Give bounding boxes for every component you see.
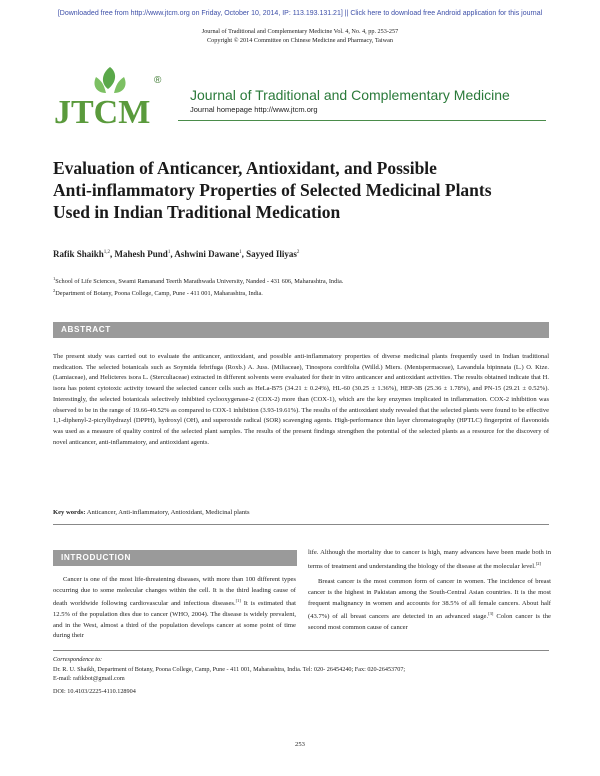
abstract-heading: ABSTRACT: [53, 322, 549, 338]
keywords-label: Key words:: [53, 509, 86, 516]
paragraph: [308, 548, 551, 572]
keywords-text: Anticancer, Anti-inflammatory, Antioxidant, Medicinal plants: [86, 509, 250, 516]
paragraph-text: Cancer is one of the most life-threatening diseases, with more than 100 different types occurring due to some molecular changes within the cell. It is the third leading cause of death worldwide following cardiovascular and infectious diseases.: [53, 576, 296, 608]
paragraph-text: Colon cancer is the second most common cause of cancer: [308, 613, 551, 631]
keywords: [53, 509, 549, 516]
journal-copyright: Copyright © 2014 Committee on Chinese Medicine and Pharmacy, Taiwan: [207, 37, 393, 44]
author-sup: 1,2: [103, 250, 111, 255]
journal-homepage-link[interactable]: Journal homepage http://www.jtcm.org: [190, 105, 318, 114]
leaf-icon: [114, 77, 126, 93]
divider: [53, 524, 549, 525]
title-line: Used in Indian Traditional Medication: [53, 202, 341, 222]
correspondence-heading: Correspondence to:: [53, 656, 103, 663]
affiliation-sup: 1: [53, 276, 56, 281]
jtcm-logo-icon: [50, 63, 170, 129]
header-divider: [178, 120, 546, 121]
registered-mark: ®: [154, 75, 162, 86]
affiliation-text: Department of Botany, Poona College, Camp, Pune - 411 001, Maharashtra, India.: [55, 290, 263, 298]
left-column: [53, 575, 296, 642]
affiliation: [53, 276, 343, 285]
author-sup: 1: [239, 250, 242, 255]
right-column: [308, 548, 551, 634]
logo-letters: JTCM: [54, 94, 151, 129]
affiliation: [53, 288, 263, 297]
affiliation-sup: 2: [53, 288, 56, 293]
footnote-divider: [53, 650, 549, 651]
abstract-body: The present study was carried out to evaluate the anticancer, antioxidant, and possible anti-inflammatory properties of diverse medicinal plants frequently used in Indian traditional medication. The selected botanicals such as Soymida febrifuga (Roxb.) A. Juss. (Miliaceae), Tinospora cordifolia (Willd.) Miers. (Menispermaceae), Lavandula bipinnata (L.) O. Ktze. (Lamiaceae), and Helicteres isora L. (Sterculiaceae) extracted in different solvents were evaluated for their in vitro anticancer and antioxidant activities. The results obtained indicate that H. isora has potent cytotoxic activity toward the selected cancer cells such as HeLa-B75 (34.21 ± 0.24%), HL-60 (30.25 ± 1.36%), HEP-3B (25.36 ± 1.78%), and PN-15 (29.21 ± 0.52%). Interestingly, the selected botanicals selectively inhibited cyclooxygenase-2 (COX-2) more than (COX-1), which are the key enzymes implicated in inflammation. COX-2 inhibition was observed to be in the range of 19.66-49.52% as compared to COX-1 inhibition (3.93-19.61%). The results of the antioxidant study revealed that the selected plants were found to be effective 1,1-diphenyl-2-picrylhydrazyl (DPPH), hydroxyl (OH), and superoxide radical (SOR) scavenging agents. High-performance thin layer chromatography (HPTLC) fingerprint of flavonoids was used as a measure of quality control of the selected plant samples. The results of the present findings strengthen the potential of the selected plants as a resource for the discovery of novel anticancer, anti-inflammatory, and antioxidant agents.: [53, 353, 549, 446]
title-line: Anti-inflammatory Properties of Selected Medicinal Plants: [53, 180, 492, 200]
affiliation-text: School of Life Sciences, Swami Ramanand Teerth Marathwada University, Nanded - 431 606, Maharashtra, India.: [55, 278, 344, 286]
author-sup: 1: [167, 250, 171, 255]
citation-ref[interactable]: [2]: [535, 560, 542, 566]
author-name: Sayyed Iliyas: [246, 249, 297, 259]
correspondence-address: Dr. R. U. Shaikh, Department of Botany, Poona College, Camp, Pune - 411 001, Maharashtra, India. Tel: 020- 26454240; Fax: 020-26453707;: [53, 665, 406, 673]
paragraph-text: Breast cancer is the most common form of cancer in women. The incidence of breast cancer is the highest in Pakistan among the South-Central Asian countries. It is the most frequent malignancy in women and accounts for 38.5% of all female cancers. About half (43.7%) of all breast cancers are detected in an advanced stage.: [308, 578, 551, 621]
correspondence: [53, 655, 549, 696]
page-number: 253: [295, 741, 305, 748]
title-line: Evaluation of Anticancer, Antioxidant, and Possible: [53, 158, 437, 178]
paragraph-text: It is estimated that 12.5% of the population dies due to cancer (WHO, 2004). The disease is widely prevalent, and in the West, almost a third of the population develops cancer at some point of time during their: [53, 600, 296, 640]
introduction-heading: INTRODUCTION: [53, 550, 297, 566]
paragraph: [308, 577, 551, 633]
journal-title: Journal of Traditional and Complementary Medicine: [190, 87, 510, 103]
article-title: [53, 157, 553, 223]
citation-ref[interactable]: [3]: [488, 611, 494, 617]
author-sup: 2: [296, 250, 300, 255]
citation-ref[interactable]: [1]: [235, 598, 241, 604]
download-banner-link[interactable]: [Downloaded free from http://www.jtcm.org on Friday, October 10, 2014, IP: 113.193.131.21] || Click here to download free Android application for this journal: [57, 10, 543, 17]
paragraph: [53, 575, 296, 642]
paragraph-text: life. Although the mortality due to cancer is high, many advances have been made both in terms of treatment and understanding the biology of the disease at the molecular level.: [308, 549, 551, 570]
author-name: Mahesh Pund: [114, 249, 168, 259]
author-name: Ashwini Dawane: [174, 249, 240, 259]
jtcm-logo: [50, 63, 170, 129]
leaf-icon: [103, 67, 115, 89]
journal-citation: Journal of Traditional and Complementary Medicine Vol. 4, No. 4, pp. 253-257: [201, 28, 399, 35]
author-name: Rafik Shaikh: [53, 249, 104, 259]
doi-link[interactable]: DOI: 10.4103/2225-4110.128904: [53, 687, 136, 695]
author-list: Rafik Shaikh$^{1,2}$, Mahesh Pund$^1$, Ashwini Dawane$^1$, Sayyed Iliyas$^2$: [53, 249, 300, 259]
correspondence-email[interactable]: E-mail: rafikbot@gmail.com: [53, 675, 125, 682]
